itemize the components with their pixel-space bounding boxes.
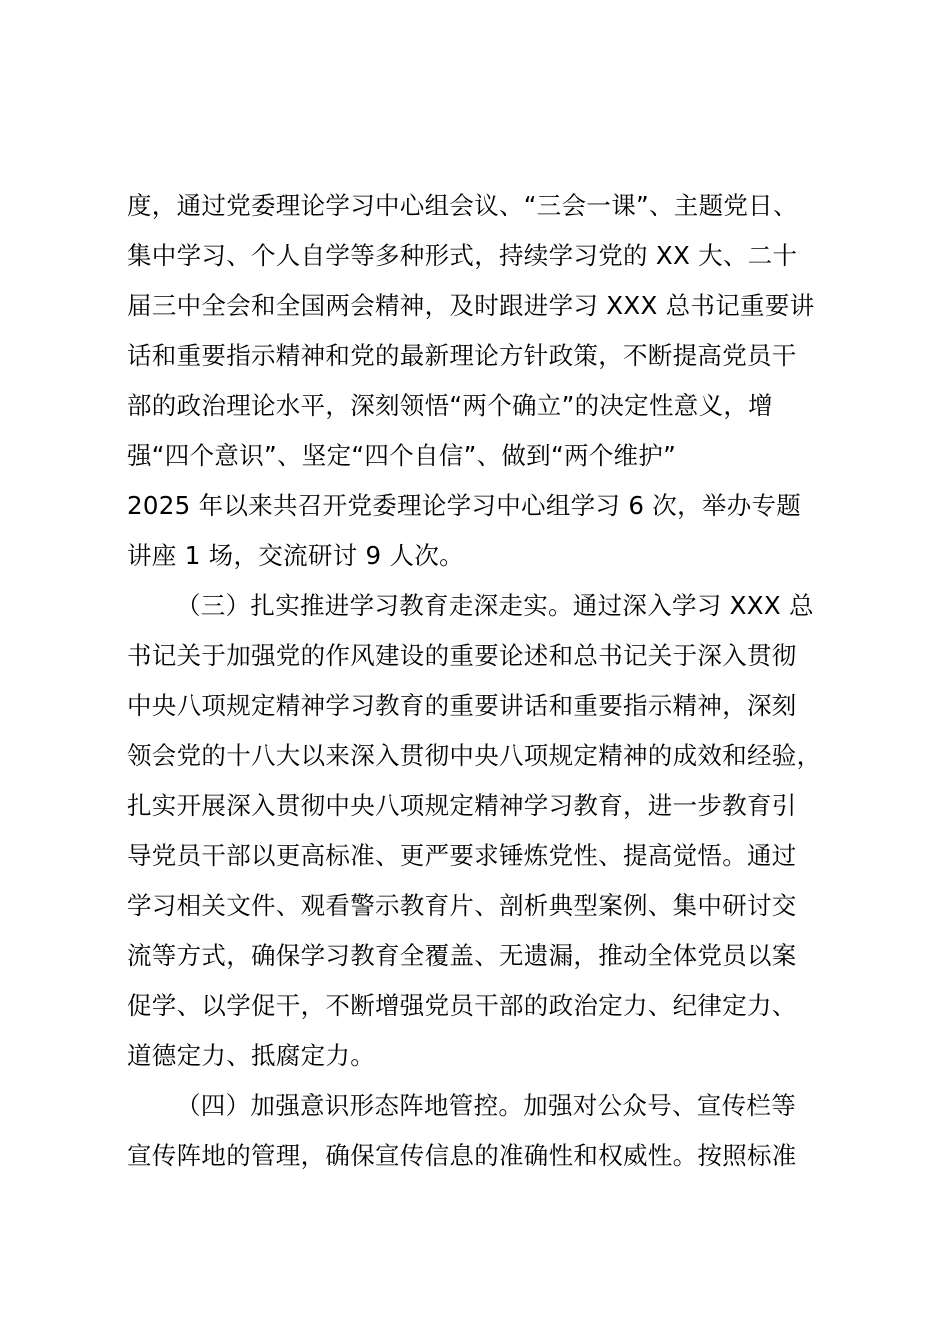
- text-line: 2025 年以来共召开党委理论学习中心组学习 6 次，举办专题: [127, 491, 802, 520]
- text-line: 中央八项规定精神学习教育的重要讲话和重要指示精神，深刻: [127, 691, 797, 720]
- text-line: 集中学习、个人自学等多种形式，持续学习党的 XX 大、二十: [127, 241, 798, 270]
- text-line: 学习相关文件、观看警示教育片、剖析典型案例、集中研讨交: [127, 891, 797, 920]
- text-line: 讲座 1 场，交流研讨 9 人次。: [127, 541, 464, 570]
- section-heading-line: （四）加强意识形态阵地管控。加强对公众号、宣传栏等: [176, 1091, 796, 1120]
- text-line: 促学、以学促干，不断增强党员干部的政治定力、纪律定力、: [127, 991, 797, 1020]
- section-heading-line: （三）扎实推进学习教育走深走实。通过深入学习 XXX 总: [176, 591, 814, 620]
- text-line: 部的政治理论水平，深刻领悟“两个确立”的决定性意义，增: [127, 391, 773, 420]
- text-line: 导党员干部以更高标准、更严要求锤炼党性、提高觉悟。通过: [127, 841, 797, 870]
- text-line: 届三中全会和全国两会精神，及时跟进学习 XXX 总书记重要讲: [127, 291, 815, 320]
- text-line: 话和重要指示精神和党的最新理论方针政策，不断提高党员干: [127, 341, 797, 370]
- text-line: 度，通过党委理论学习中心组会议、“三会一课”、主题党日、: [127, 191, 798, 220]
- text-line: 宣传阵地的管理，确保宣传信息的准确性和权威性。按照标准: [127, 1141, 797, 1170]
- text-line: 领会党的十八大以来深入贯彻中央八项规定精神的成效和经验，: [127, 741, 822, 770]
- text-line: 流等方式，确保学习教育全覆盖、无遗漏，推动全体党员以案: [127, 941, 797, 970]
- text-line: 扎实开展深入贯彻中央八项规定精神学习教育，进一步教育引: [127, 791, 797, 820]
- text-line: 强“四个意识”、坚定“四个自信”、做到“两个维护”: [127, 441, 677, 470]
- text-line: 书记关于加强党的作风建设的重要论述和总书记关于深入贯彻: [127, 641, 797, 670]
- text-line: 道德定力、抵腐定力。: [127, 1041, 375, 1070]
